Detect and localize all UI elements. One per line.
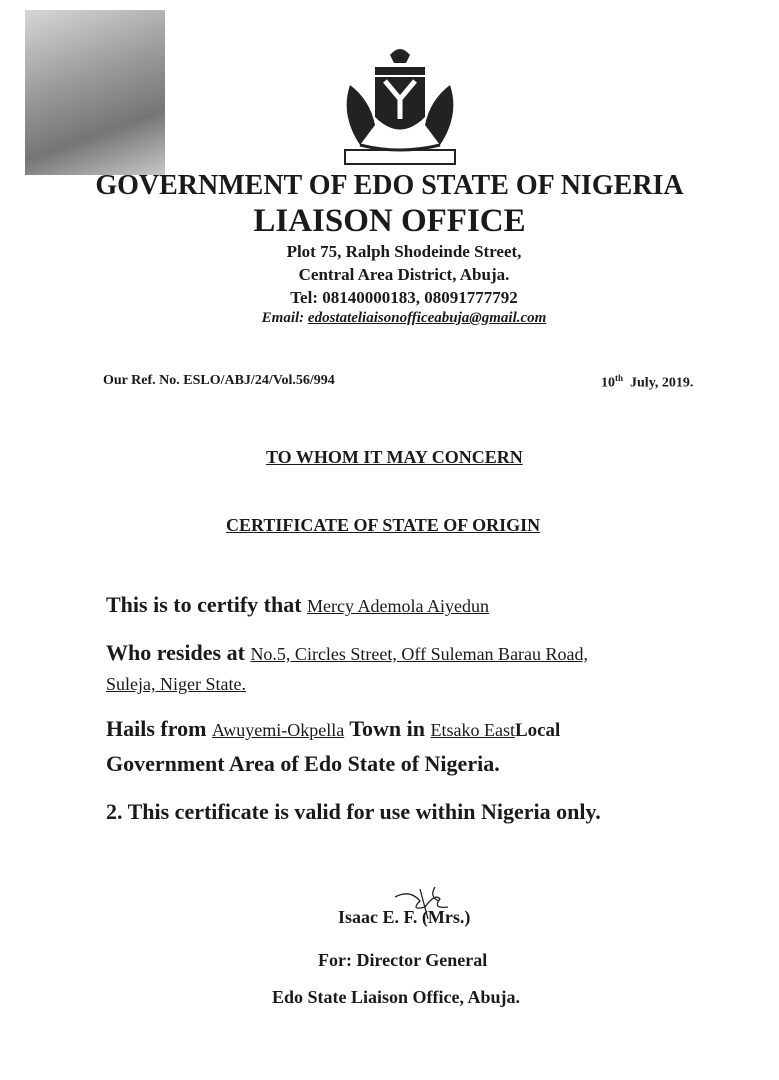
date-suffix: th <box>615 373 624 383</box>
reference-number: Our Ref. No. ESLO/ABJ/24/Vol.56/994 <box>103 373 335 388</box>
resides-line <box>106 640 588 666</box>
holder-town: Awuyemi-Okpella <box>211 720 345 740</box>
letterhead-subtitle: LIAISON OFFICE <box>253 203 526 239</box>
letterhead-title: GOVERNMENT OF EDO STATE OF NIGERIA <box>95 170 684 201</box>
certify-line <box>106 592 489 618</box>
certificate-heading: CERTIFICATE OF STATE OF ORIGIN <box>226 515 541 535</box>
telephone: Tel: 08140000183, 08091777792 <box>290 288 518 307</box>
signatory-name: Isaac E. F. (Mrs.) <box>338 907 471 927</box>
certify-label: This is to certify that <box>106 592 302 617</box>
signatory-for: For: Director General <box>318 950 488 970</box>
holder-address-2: Suleja, Niger State. <box>106 674 246 694</box>
hails-line <box>106 716 560 742</box>
validity-statement: 2. This certificate is valid for use within Nigeria only. <box>106 799 601 824</box>
date-rest: July, 2019. <box>630 375 694 391</box>
lga-line: Government Area of Edo State of Nigeria. <box>106 751 500 776</box>
email-label: Email: <box>261 310 305 326</box>
address-line-2: Central Area District, Abuja. <box>298 265 510 284</box>
address-line-1: Plot 75, Ralph Shodeinde Street, <box>286 242 522 261</box>
email-line <box>0 310 779 327</box>
lga-label: Local <box>514 720 561 741</box>
date-day: 10 <box>601 375 615 391</box>
holder-lga: Etsako East <box>430 720 515 740</box>
date <box>601 373 693 392</box>
holder-name: Mercy Ademola Aiyedun <box>307 596 489 616</box>
salutation: TO WHOM IT MAY CONCERN <box>266 447 523 467</box>
holder-address-1: No.5, Circles Street, Off Suleman Barau Road, <box>250 644 589 664</box>
coat-of-arms-icon <box>330 45 470 170</box>
passport-photo <box>25 10 165 175</box>
town-label: Town in <box>349 716 425 741</box>
email-link[interactable]: edostateliaisonofficeabuja@gmail.com <box>307 310 547 326</box>
hails-label: Hails from <box>106 716 207 741</box>
resides-label: Who resides at <box>106 640 245 665</box>
signatory-office: Edo State Liaison Office, Abuja. <box>272 987 521 1007</box>
